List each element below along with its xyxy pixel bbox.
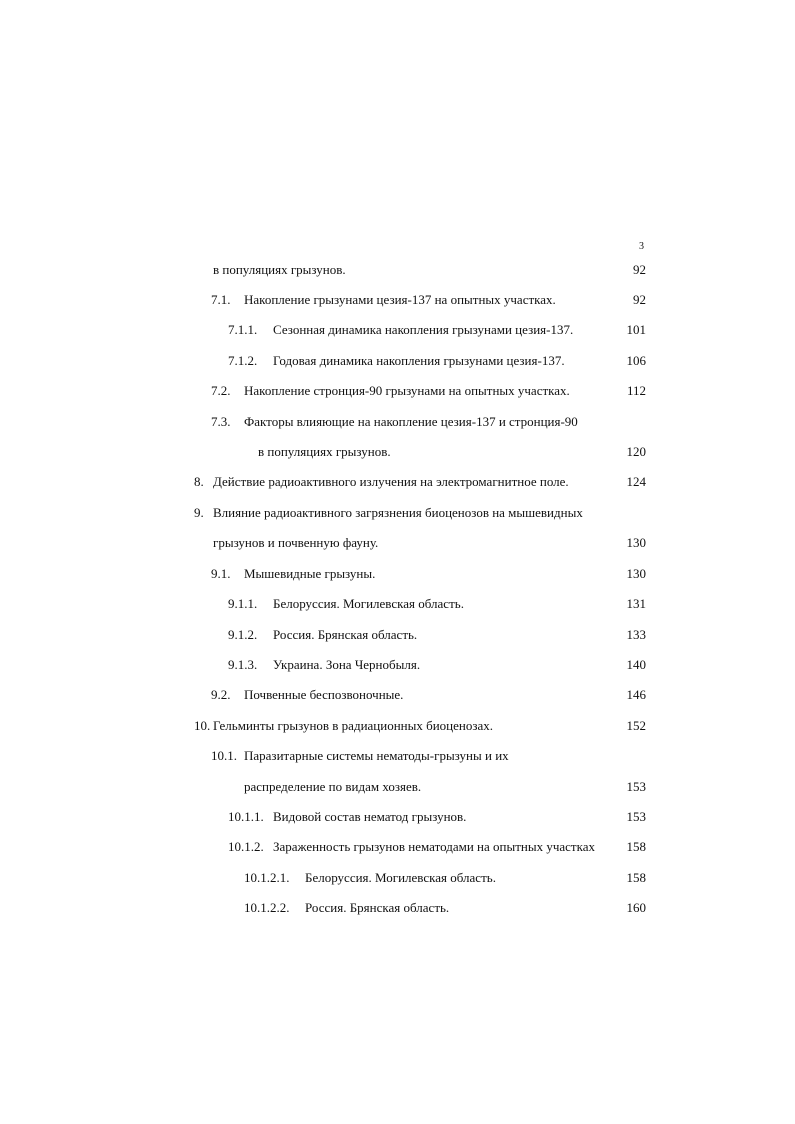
toc-entry-title: Годовая динамика накопления грызунами цезия-137. [273, 353, 565, 368]
toc-entry [0, 624, 795, 646]
toc-entry-page: 101 [626, 322, 646, 337]
page-number: 3 [639, 241, 644, 252]
toc-entry-page: 112 [626, 383, 646, 398]
toc-entry-title: Накопление грызунами цезия-137 на опытных участках. [244, 292, 556, 307]
toc-entry [0, 411, 795, 433]
toc-entry-number: 9.1.2. [228, 627, 258, 642]
toc-entry-title: Россия. Брянская область. [273, 627, 418, 642]
toc-entry-title: Видовой состав нематод грызунов. [273, 809, 467, 824]
toc-entry [0, 776, 795, 798]
toc-entry-number: 10.1. [211, 748, 237, 763]
toc-entry-page: 133 [626, 627, 646, 642]
toc-entry-number: 7.3. [211, 414, 231, 429]
toc-entry-number: 10. [194, 718, 211, 733]
toc-entry [0, 836, 795, 858]
toc-entry-title: в популяциях грызунов. [213, 262, 346, 277]
toc-entry-number: 9.2. [211, 687, 231, 702]
toc-entry-title: Влияние радиоактивного загрязнения биоценозов на мышевидных [213, 505, 583, 520]
toc-entry [0, 867, 795, 889]
toc-entry [0, 684, 795, 706]
toc-entry-title: Паразитарные системы нематоды-грызуны и их [244, 748, 509, 763]
toc-entry-title: в популяциях грызунов. [258, 444, 391, 459]
toc-entry-number: 9. [194, 505, 204, 520]
toc-entry-page: 131 [626, 596, 646, 611]
toc-entry-page: 153 [626, 809, 646, 824]
toc-entry-title: Белоруссия. Могилевская область. [273, 596, 464, 611]
toc-entry [0, 380, 795, 402]
toc-entry-title: Белоруссия. Могилевская область. [305, 870, 496, 885]
toc-entry-page: 92 [633, 292, 646, 307]
toc-entry-title: грызунов и почвенную фауну. [213, 535, 379, 550]
toc-entry-title: Накопление стронция-90 грызунами на опытных участках. [244, 383, 570, 398]
toc-entry-title: Украина. Зона Чернобыля. [273, 657, 421, 672]
toc-entry-number: 10.1.1. [228, 809, 264, 824]
toc-entry [0, 806, 795, 828]
toc-entry [0, 319, 795, 341]
toc-entry-number: 8. [194, 474, 204, 489]
toc-entry-title: Гельминты грызунов в радиационных биоценозах. [213, 718, 494, 733]
toc-entry-page: 130 [626, 566, 646, 581]
toc-entry [0, 350, 795, 372]
toc-entry-number: 7.1.1. [228, 322, 258, 337]
toc-entry-title: Факторы влияющие на накопление цезия-137 и стронция-90 [244, 414, 578, 429]
toc-entry-page: 160 [626, 900, 646, 915]
toc-entry-page: 130 [626, 535, 646, 550]
toc-entry [0, 502, 795, 524]
toc-entry [0, 289, 795, 311]
toc-entry [0, 471, 795, 493]
toc-entry-page: 124 [626, 474, 646, 489]
toc-entry-title: Почвенные беспозвоночные. [244, 687, 404, 702]
toc-entry-number: 10.1.2. [228, 839, 264, 854]
toc-entry-number: 9.1.1. [228, 596, 258, 611]
toc-entry-title: Россия. Брянская область. [305, 900, 450, 915]
toc-entry-page: 158 [626, 870, 646, 885]
toc-entry-title: Зараженность грызунов нематодами на опытных участках [273, 839, 595, 854]
toc-entry [0, 563, 795, 585]
toc-entry-page: 152 [626, 718, 646, 733]
toc-entry-page: 158 [626, 839, 646, 854]
toc-entry [0, 654, 795, 676]
toc-entry-page: 120 [626, 444, 646, 459]
toc-entry-number: 7.1. [211, 292, 231, 307]
toc-entry-number: 9.1.3. [228, 657, 258, 672]
toc-entry [0, 593, 795, 615]
toc-entry [0, 897, 795, 919]
toc-entry-page: 146 [626, 687, 646, 702]
toc-entry-page: 153 [626, 779, 646, 794]
toc-entry-page: 92 [633, 262, 646, 277]
toc-entry [0, 259, 795, 281]
toc-entry-title: распределение по видам хозяев. [244, 779, 422, 794]
toc-entry-page: 106 [626, 353, 646, 368]
toc-entry-title: Действие радиоактивного излучения на электромагнитное поле. [213, 474, 569, 489]
toc-entry-number: 7.1.2. [228, 353, 258, 368]
toc-entry-title: Сезонная динамика накопления грызунами цезия-137. [273, 322, 574, 337]
toc-entry [0, 441, 795, 463]
toc-entry-title: Мышевидные грызуны. [244, 566, 376, 581]
toc-entry-number: 10.1.2.1. [244, 870, 290, 885]
toc-entry-page: 140 [626, 657, 646, 672]
toc-entry-number: 9.1. [211, 566, 231, 581]
toc-entry-number: 7.2. [211, 383, 231, 398]
toc-entry [0, 532, 795, 554]
toc-entry [0, 715, 795, 737]
toc-entry [0, 745, 795, 767]
toc-entry-number: 10.1.2.2. [244, 900, 290, 915]
